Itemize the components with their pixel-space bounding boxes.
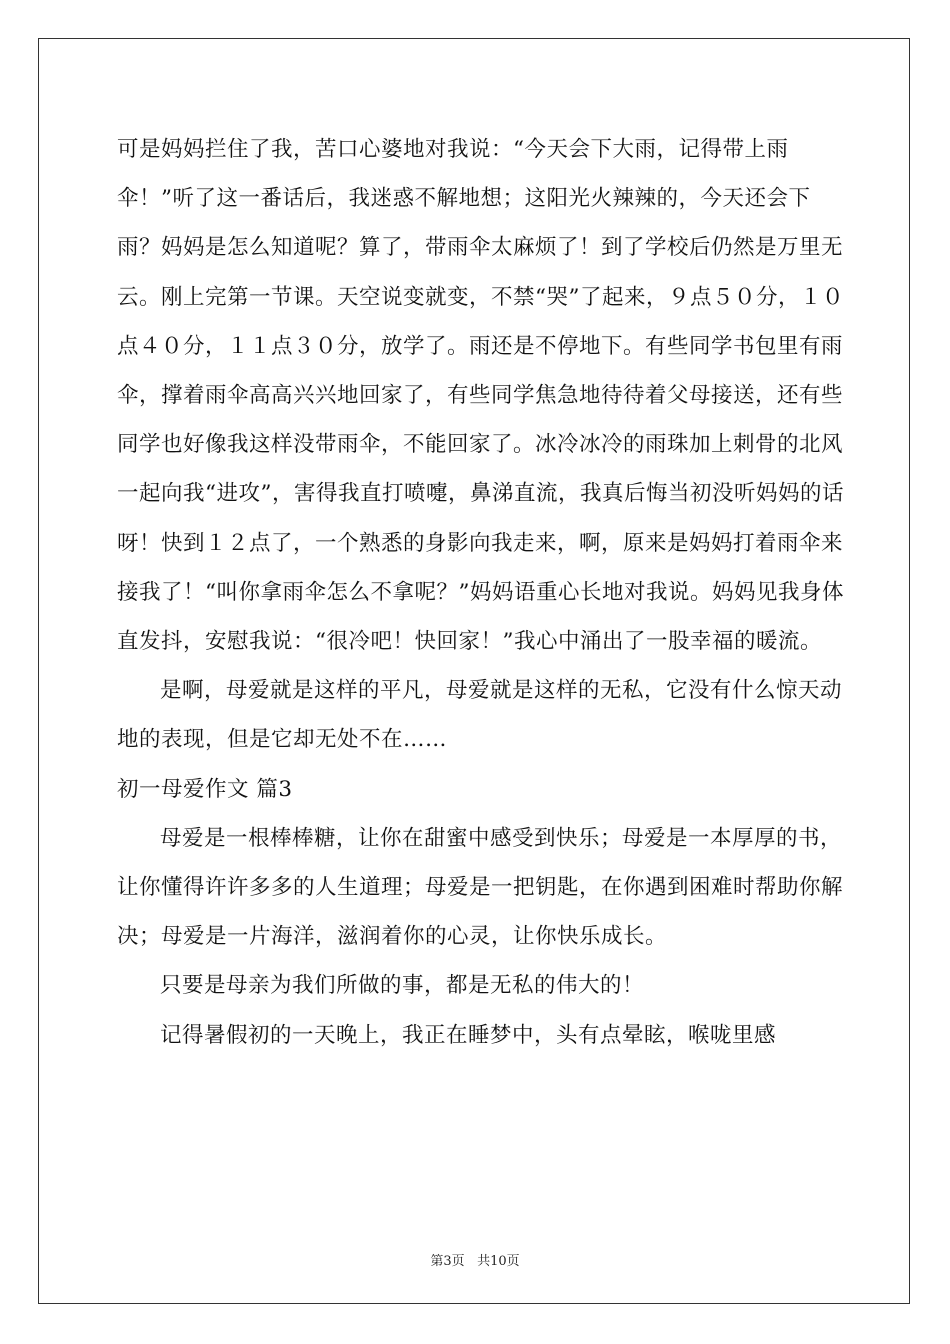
paragraph-1: 可是妈妈拦住了我，苦口心婆地对我说：“今天会下大雨，记得带上雨伞！”听了这一番话后，我迷惑不解地想；这阳光火辣辣的，今天还会下雨？妈妈是怎么知道呢？算了，带雨伞太麻烦了！到了学校后仍然是万里无云。刚上完第一节课。天空说变就变，不禁“哭”了起来，９点５０分，１０点４０分，１１点３０分，放学了。雨还是不停地下。有些同学书包里有雨伞，撑着雨伞高高兴兴地回家了，有些同学焦急地待待着父母接送，还有些同学也好像我这样没带雨伞，不能回家了。冰冷冰冷的雨珠加上刺骨的北风一起向我“进攻”，害得我直打喷嚏，鼻涕直流，我真后悔当初没听妈妈的话呀！快到１２点了，一个熟悉的身影向我走来，啊，原来是妈妈打着雨伞来接我了！“叫你拿雨伞怎么不拿呢？”妈妈语重心长地对我说。妈妈见我身体直发抖，安慰我说：“很冷吧！快回家！”我心中涌出了一股幸福的暖流。 bbox=[117, 137, 844, 655]
paragraph-3: 母爱是一根棒棒糖，让你在甜蜜中感受到快乐；母爱是一本厚厚的书，让你懂得许许多多的人生道理；母爱是一把钥匙，在你遇到困难时帮助你解决；母爱是一片海洋，滋润着你的心灵，让你快乐成长。 bbox=[117, 825, 844, 950]
page-footer bbox=[0, 1250, 950, 1269]
page-total: 共10页 bbox=[477, 1254, 520, 1269]
paragraph-2: 是啊，母爱就是这样的平凡，母爱就是这样的无私，它没有什么惊天动地的表现，但是它却无处不在…… bbox=[117, 678, 843, 753]
paragraph-5: 记得暑假初的一天晚上，我正在睡梦中，头有点晕眩，喉咙里感 bbox=[160, 1022, 777, 1048]
page-number: 第3页 bbox=[430, 1254, 465, 1269]
document-body bbox=[117, 125, 847, 1060]
paragraph-4: 只要是母亲为我们所做的事，都是无私的伟大的！ bbox=[160, 973, 645, 999]
section-heading: 初一母爱作文 篇3 bbox=[117, 776, 293, 802]
